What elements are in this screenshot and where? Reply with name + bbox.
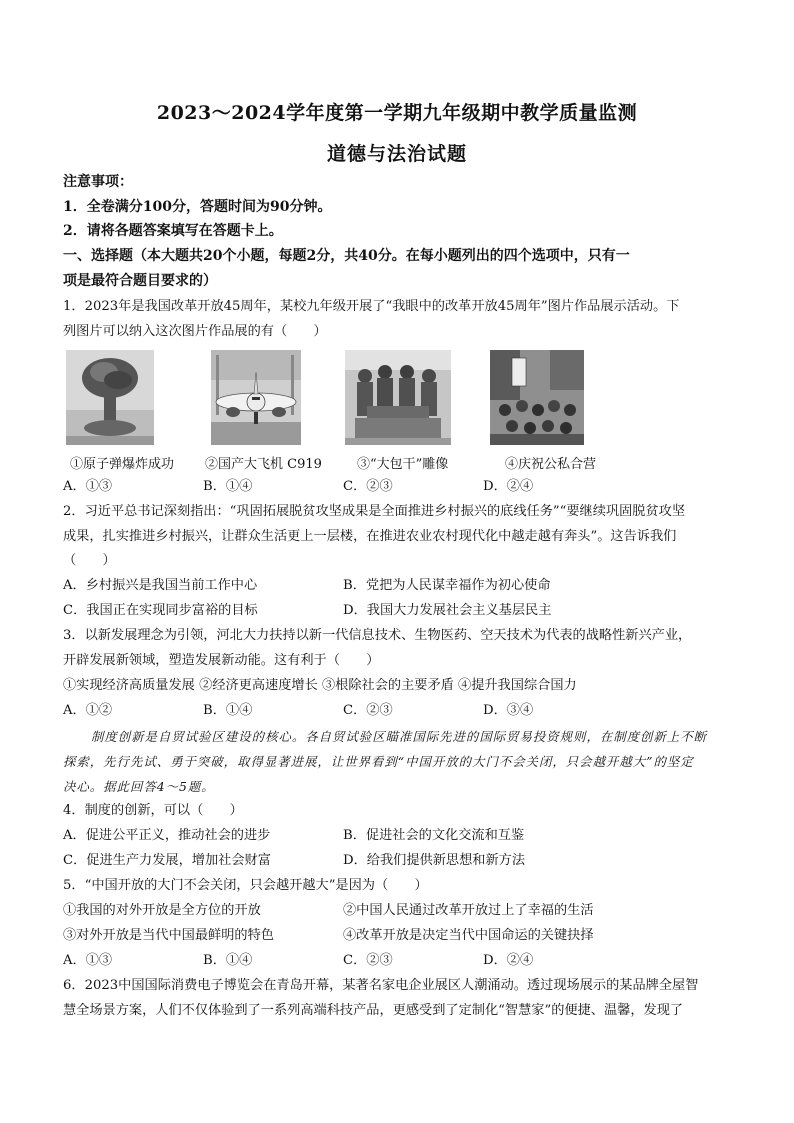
q3-stem-line-1: 3．以新发展理念为引领，河北大力扶持以新一代信息技术、生物医药、空天技术为代表的战略性新兴产业，: [63, 628, 692, 643]
notes-heading: 注意事项：: [63, 174, 133, 190]
q2-stem-line-1: 2．习近平总书记深刻指出：“巩固拓展脱贫攻坚成果是全面推进乡村振兴的底线任务”“要继续巩固脱贫攻坚: [63, 504, 686, 519]
photo-caption-2: ②国产大飞机 C919: [205, 457, 322, 472]
q5-option-d: D．②④: [483, 953, 534, 968]
q5-statement-3: ③对外开放是当代中国最鲜明的特色: [63, 928, 274, 943]
q3-option-b: B．①④: [203, 703, 253, 718]
q1-option-a: A．①③: [63, 479, 113, 494]
photo-celebration-crowd: [490, 350, 584, 445]
q1-stem-line-1: 1．2023年是我国改革开放45周年，某校九年级开展了“我眼中的改革开放45周年”图片作品展示活动。下: [63, 299, 680, 314]
q4-stem: 4．制度的创新，可以（ ）: [63, 803, 243, 818]
q1-option-b: B．①④: [203, 479, 253, 494]
q6-stem-line-1: 6．2023中国国际消费电子博览会在青岛开幕，某著名家电企业展区人潮涌动。透过现场展示的某品牌全屋智: [63, 978, 699, 993]
q2-stem-line-2: 成果，扎实推进乡村振兴，让群众生活更上一层楼，在推进农业农村现代化中越走越有奔头”。这告诉我们: [63, 529, 677, 544]
q1-option-d: D．②④: [483, 479, 534, 494]
photo-caption-4: ④庆祝公私合营: [505, 457, 597, 472]
q4-option-a: A．促进公平正义，推动社会的进步: [63, 828, 271, 843]
q2-stem-line-3: （ ）: [63, 553, 116, 568]
photo-c919-airplane: [211, 350, 301, 445]
q2-option-d: D．我国大力发展社会主义基层民主: [343, 603, 552, 618]
q5-statement-4: ④改革开放是决定当代中国命运的关键抉择: [343, 928, 594, 943]
q6-stem-line-2: 慧全场景方案，人们不仅体验到了一系列高端科技产品，更感受到了定制化“智慧家”的便捷、温馨，发现了: [63, 1003, 684, 1018]
exam-title: 2023～2024学年度第一学期九年级期中教学质量监测: [156, 102, 638, 124]
photo-caption-3: ③“大包干”雕像: [357, 457, 449, 472]
q4-option-b: B．促进社会的文化交流和互鉴: [343, 828, 525, 843]
photo-caption-1: ①原子弹爆炸成功: [70, 457, 175, 472]
q5-option-b: B．①④: [203, 953, 253, 968]
exam-subtitle: 道德与法治试题: [326, 143, 467, 165]
photo-atomic-bomb: [66, 350, 154, 445]
photo-dabaogan-statue: [345, 350, 451, 445]
q3-option-c: C．②③: [343, 703, 393, 718]
q5-stem: 5．“中国开放的大门不会关闭，只会越开越大”是因为（ ）: [63, 878, 428, 893]
note-item-1: 1．全卷满分100分，答题时间为90分钟。: [63, 199, 332, 215]
q1-option-c: C．②③: [343, 479, 393, 494]
q4-option-d: D．给我们提供新思想和新方法: [343, 853, 526, 868]
q2-option-b: B．党把为人民谋幸福作为初心使命: [343, 578, 551, 593]
q2-option-c: C．我国正在实现同步富裕的目标: [63, 603, 258, 618]
section-heading-line-1: 一、选择题（本大题共20个小题，每题2分，共40分。在每小题列出的四个选项中，只有一: [63, 248, 630, 264]
q2-option-a: A．乡村振兴是我国当前工作中心: [63, 578, 258, 593]
q5-statement-2: ②中国人民通过改革开放过上了幸福的生活: [343, 903, 594, 918]
note-item-2: 2．请将各题答案填写在答题卡上。: [63, 223, 283, 239]
q3-option-a: A．①②: [63, 703, 113, 718]
q3-stem-line-2: 开辟发展新领域，塑造发展新动能。这有利于（ ）: [63, 653, 380, 668]
q4-option-c: C．促进生产力发展，增加社会财富: [63, 853, 271, 868]
section-heading-line-2: 项是最符合题目要求的）: [63, 273, 217, 289]
q5-option-c: C．②③: [343, 953, 393, 968]
q3-option-d: D．③④: [483, 703, 534, 718]
q5-option-a: A．①③: [63, 953, 113, 968]
q1-stem-line-2: 列图片可以纳入这次图片作品展的有（ ）: [63, 324, 327, 339]
q5-statement-1: ①我国的对外开放是全方位的开放: [63, 903, 261, 918]
passage-line-1: 制度创新是自贸试验区建设的核心。各自贸试验区瞄准国际先进的国际贸易投资规则，在制度创新上不断: [91, 729, 707, 744]
passage-line-3: 决心。据此回答4～5题。: [63, 779, 215, 794]
passage-line-2: 探索，先行先试、勇于突破，取得显著进展，让世界看到“中国开放的大门不会关闭，只会越开越大”的坚定: [63, 754, 694, 769]
q3-statements: ①实现经济高质量发展 ②经济更高速度增长 ③根除社会的主要矛盾 ④提升我国综合国力: [63, 678, 577, 693]
